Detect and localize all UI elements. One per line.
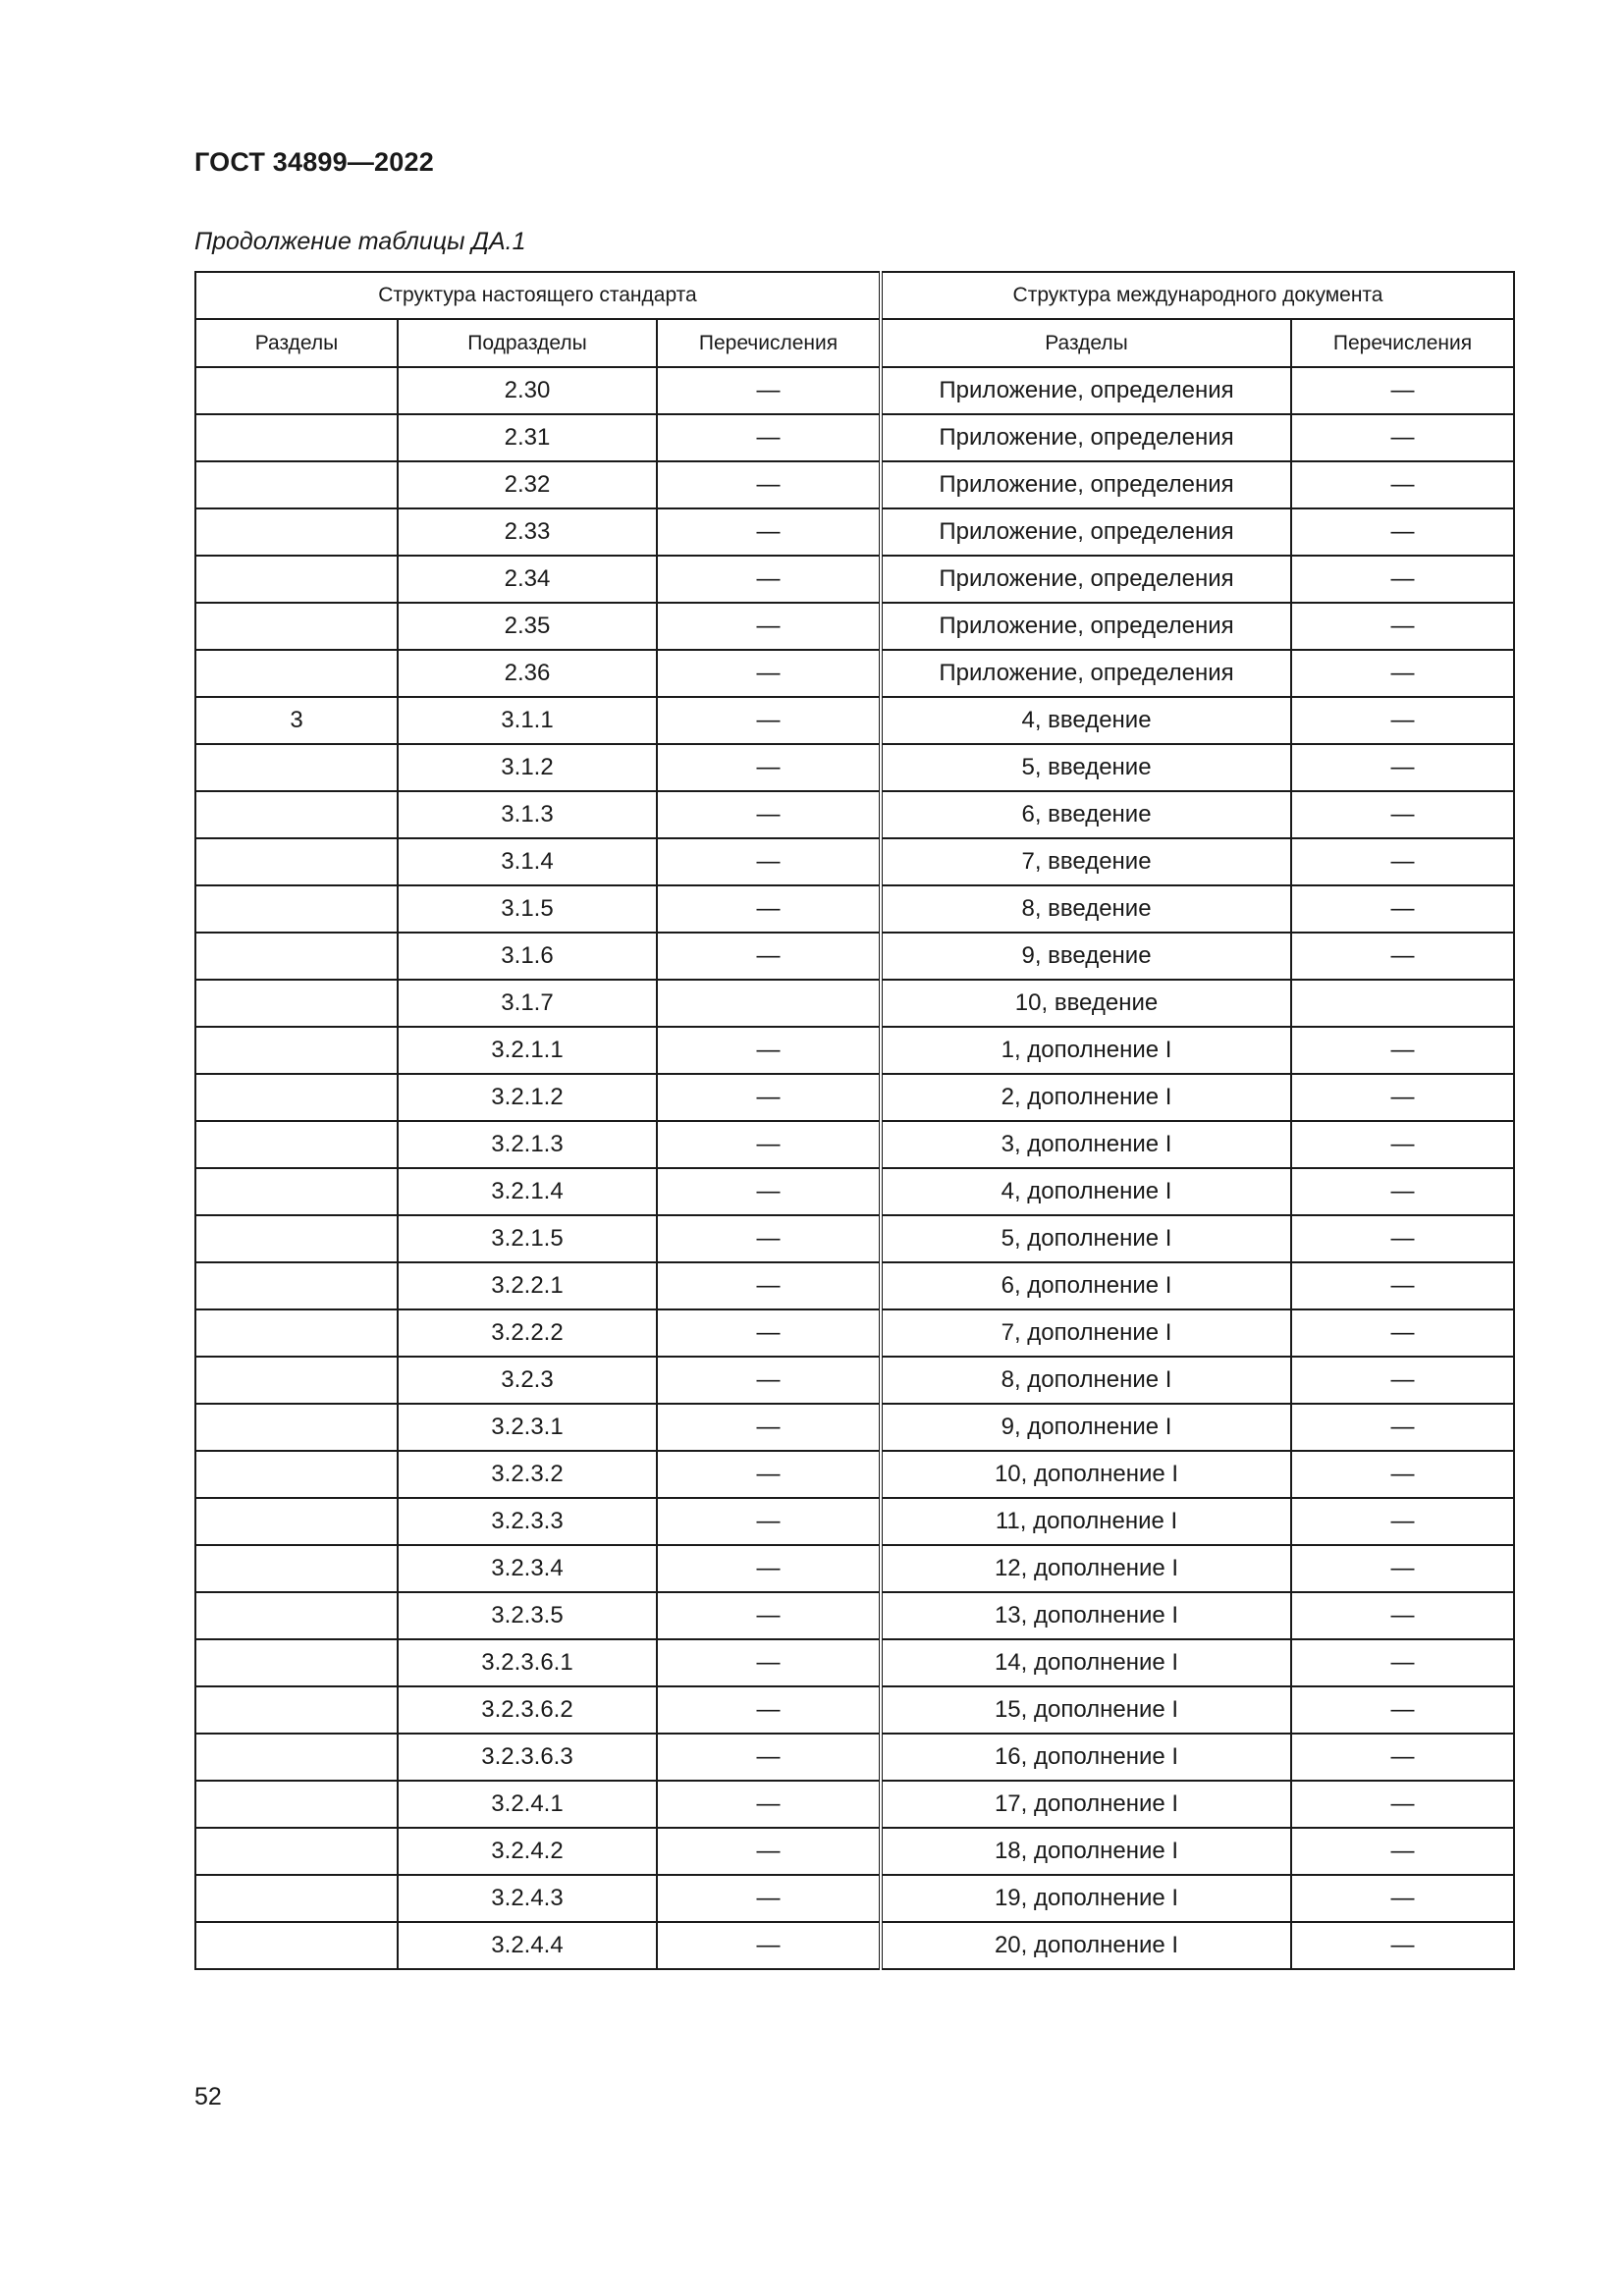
cell-intl-enumeration: — xyxy=(1291,603,1514,650)
cell-intl-section: Приложение, определения xyxy=(881,414,1291,461)
table-row xyxy=(195,603,1514,650)
table-row xyxy=(195,414,1514,461)
table-row xyxy=(195,367,1514,414)
cell-subsection: 3.2.3.5 xyxy=(398,1592,657,1639)
cell-section xyxy=(195,1639,398,1686)
cell-intl-section: Приложение, определения xyxy=(881,508,1291,556)
table-row xyxy=(195,1545,1514,1592)
cell-subsection: 3.2.3.6.3 xyxy=(398,1734,657,1781)
cell-enumeration: — xyxy=(657,744,881,791)
cell-intl-enumeration: — xyxy=(1291,933,1514,980)
cell-intl-section: Приложение, определения xyxy=(881,367,1291,414)
cell-intl-section: 9, введение xyxy=(881,933,1291,980)
cell-enumeration: — xyxy=(657,1309,881,1357)
cell-intl-enumeration: — xyxy=(1291,1262,1514,1309)
cell-intl-enumeration xyxy=(1291,980,1514,1027)
cell-section xyxy=(195,791,398,838)
cell-intl-section: 9, дополнение I xyxy=(881,1404,1291,1451)
table-row xyxy=(195,1357,1514,1404)
cell-section xyxy=(195,461,398,508)
cell-subsection: 3.1.1 xyxy=(398,697,657,744)
group-header-this-standard: Структура настоящего стандарта xyxy=(195,272,881,319)
cell-subsection: 2.36 xyxy=(398,650,657,697)
cell-intl-section: 2, дополнение I xyxy=(881,1074,1291,1121)
table-row xyxy=(195,1686,1514,1734)
cell-subsection: 3.2.3.6.1 xyxy=(398,1639,657,1686)
cell-intl-enumeration: — xyxy=(1291,1357,1514,1404)
cell-enumeration: — xyxy=(657,791,881,838)
cell-intl-enumeration: — xyxy=(1291,885,1514,933)
cell-enumeration: — xyxy=(657,1121,881,1168)
cell-intl-section: 13, дополнение I xyxy=(881,1592,1291,1639)
cell-subsection: 3.2.2.2 xyxy=(398,1309,657,1357)
cell-intl-enumeration: — xyxy=(1291,461,1514,508)
cell-section xyxy=(195,838,398,885)
cell-subsection: 3.2.1.5 xyxy=(398,1215,657,1262)
cell-intl-enumeration: — xyxy=(1291,1545,1514,1592)
cell-intl-section: Приложение, определения xyxy=(881,461,1291,508)
cell-intl-section: 10, дополнение I xyxy=(881,1451,1291,1498)
cell-intl-enumeration: — xyxy=(1291,1828,1514,1875)
cell-subsection: 3.2.1.4 xyxy=(398,1168,657,1215)
cell-intl-section: 16, дополнение I xyxy=(881,1734,1291,1781)
cell-intl-enumeration: — xyxy=(1291,650,1514,697)
cell-enumeration: — xyxy=(657,1828,881,1875)
cell-intl-section: Приложение, определения xyxy=(881,650,1291,697)
cell-section xyxy=(195,1498,398,1545)
cell-section xyxy=(195,603,398,650)
table-row xyxy=(195,1309,1514,1357)
cell-intl-section: 8, дополнение I xyxy=(881,1357,1291,1404)
cell-intl-enumeration: — xyxy=(1291,744,1514,791)
table-row xyxy=(195,1262,1514,1309)
cell-intl-enumeration: — xyxy=(1291,1404,1514,1451)
cell-enumeration: — xyxy=(657,1357,881,1404)
cell-intl-section: 1, дополнение I xyxy=(881,1027,1291,1074)
cell-intl-section: 6, дополнение I xyxy=(881,1262,1291,1309)
cell-subsection: 3.2.4.2 xyxy=(398,1828,657,1875)
table-row xyxy=(195,791,1514,838)
table-row xyxy=(195,697,1514,744)
cell-section xyxy=(195,1686,398,1734)
cell-intl-section: 6, введение xyxy=(881,791,1291,838)
cell-enumeration: — xyxy=(657,885,881,933)
cell-section xyxy=(195,1734,398,1781)
cell-section xyxy=(195,1215,398,1262)
cell-intl-enumeration: — xyxy=(1291,1074,1514,1121)
column-header-sections: Разделы xyxy=(195,319,398,367)
cell-enumeration: — xyxy=(657,1545,881,1592)
table-row xyxy=(195,1922,1514,1969)
cell-enumeration: — xyxy=(657,1592,881,1639)
cell-section xyxy=(195,1027,398,1074)
cell-enumeration: — xyxy=(657,603,881,650)
table-row xyxy=(195,1498,1514,1545)
cell-subsection: 3.1.2 xyxy=(398,744,657,791)
cell-enumeration: — xyxy=(657,1451,881,1498)
cell-enumeration: — xyxy=(657,1215,881,1262)
cell-section xyxy=(195,885,398,933)
cell-intl-section: 4, введение xyxy=(881,697,1291,744)
column-header-enumerations: Перечисления xyxy=(657,319,881,367)
cell-intl-enumeration: — xyxy=(1291,1168,1514,1215)
cell-intl-section: 4, дополнение I xyxy=(881,1168,1291,1215)
cell-subsection: 3.2.3.1 xyxy=(398,1404,657,1451)
cell-intl-section: 10, введение xyxy=(881,980,1291,1027)
cell-subsection: 3.2.1.1 xyxy=(398,1027,657,1074)
table-row xyxy=(195,1734,1514,1781)
cell-subsection: 3.1.7 xyxy=(398,980,657,1027)
cell-intl-enumeration: — xyxy=(1291,1734,1514,1781)
cell-subsection: 3.1.6 xyxy=(398,933,657,980)
table-row xyxy=(195,556,1514,603)
cell-section xyxy=(195,1168,398,1215)
table-row xyxy=(195,980,1514,1027)
cell-section xyxy=(195,508,398,556)
table-row xyxy=(195,508,1514,556)
cell-intl-section: 17, дополнение I xyxy=(881,1781,1291,1828)
page-number: 52 xyxy=(194,2083,222,2110)
cell-subsection: 3.2.3.6.2 xyxy=(398,1686,657,1734)
cell-intl-section: 14, дополнение I xyxy=(881,1639,1291,1686)
cell-enumeration: — xyxy=(657,556,881,603)
cell-enumeration: — xyxy=(657,1922,881,1969)
cell-intl-enumeration: — xyxy=(1291,1498,1514,1545)
table-row xyxy=(195,1781,1514,1828)
cell-section xyxy=(195,1121,398,1168)
column-header-intl-sections: Разделы xyxy=(881,319,1291,367)
cell-enumeration: — xyxy=(657,1074,881,1121)
table-row xyxy=(195,1074,1514,1121)
cell-section xyxy=(195,1451,398,1498)
cell-section xyxy=(195,414,398,461)
cell-section xyxy=(195,650,398,697)
table-row xyxy=(195,933,1514,980)
table-row xyxy=(195,1875,1514,1922)
cell-intl-section: 12, дополнение I xyxy=(881,1545,1291,1592)
cell-subsection: 2.31 xyxy=(398,414,657,461)
cell-intl-section: 7, дополнение I xyxy=(881,1309,1291,1357)
cell-subsection: 3.2.4.4 xyxy=(398,1922,657,1969)
cell-intl-enumeration: — xyxy=(1291,1309,1514,1357)
table-row xyxy=(195,650,1514,697)
cell-intl-enumeration: — xyxy=(1291,1639,1514,1686)
table-row xyxy=(195,1121,1514,1168)
cell-section xyxy=(195,367,398,414)
table-row xyxy=(195,1168,1514,1215)
cell-intl-section: 15, дополнение I xyxy=(881,1686,1291,1734)
cell-section xyxy=(195,1922,398,1969)
cell-section xyxy=(195,556,398,603)
cell-intl-enumeration: — xyxy=(1291,414,1514,461)
cell-enumeration: — xyxy=(657,1262,881,1309)
cell-section xyxy=(195,933,398,980)
cell-subsection: 2.35 xyxy=(398,603,657,650)
document-code: ГОСТ 34899—2022 xyxy=(194,147,434,177)
cell-intl-section: 5, введение xyxy=(881,744,1291,791)
cell-intl-enumeration: — xyxy=(1291,1781,1514,1828)
cell-subsection: 3.2.3 xyxy=(398,1357,657,1404)
cell-enumeration: — xyxy=(657,1875,881,1922)
cell-enumeration: — xyxy=(657,1686,881,1734)
cell-intl-enumeration: — xyxy=(1291,1451,1514,1498)
cell-intl-enumeration: — xyxy=(1291,1686,1514,1734)
cell-section xyxy=(195,1781,398,1828)
cell-intl-enumeration: — xyxy=(1291,697,1514,744)
cell-section xyxy=(195,1875,398,1922)
group-header-row xyxy=(195,272,1514,319)
cell-subsection: 3.2.4.1 xyxy=(398,1781,657,1828)
cell-subsection: 2.34 xyxy=(398,556,657,603)
cell-intl-enumeration: — xyxy=(1291,1875,1514,1922)
cell-subsection: 3.2.1.2 xyxy=(398,1074,657,1121)
cell-section xyxy=(195,1357,398,1404)
cell-enumeration: — xyxy=(657,1027,881,1074)
cell-subsection: 3.2.1.3 xyxy=(398,1121,657,1168)
cell-enumeration: — xyxy=(657,838,881,885)
cell-enumeration: — xyxy=(657,650,881,697)
table-row xyxy=(195,1451,1514,1498)
cell-intl-section: 3, дополнение I xyxy=(881,1121,1291,1168)
cell-intl-enumeration: — xyxy=(1291,556,1514,603)
cell-enumeration: — xyxy=(657,933,881,980)
cell-subsection: 3.2.2.1 xyxy=(398,1262,657,1309)
cell-subsection: 3.2.4.3 xyxy=(398,1875,657,1922)
column-header-row xyxy=(195,319,1514,367)
cell-subsection: 3.2.3.4 xyxy=(398,1545,657,1592)
cell-subsection: 3.1.4 xyxy=(398,838,657,885)
cell-enumeration: — xyxy=(657,1168,881,1215)
cell-intl-enumeration: — xyxy=(1291,1922,1514,1969)
group-header-international-document: Структура международного документа xyxy=(881,272,1514,319)
cell-subsection: 2.33 xyxy=(398,508,657,556)
cell-enumeration: — xyxy=(657,697,881,744)
table-body xyxy=(195,367,1514,1969)
table-row xyxy=(195,744,1514,791)
cell-intl-section: 5, дополнение I xyxy=(881,1215,1291,1262)
cell-section xyxy=(195,1828,398,1875)
cell-subsection: 3.2.3.3 xyxy=(398,1498,657,1545)
cell-section xyxy=(195,1262,398,1309)
column-header-subsections: Подразделы xyxy=(398,319,657,367)
table-row xyxy=(195,1215,1514,1262)
cell-enumeration: — xyxy=(657,1639,881,1686)
cell-enumeration: — xyxy=(657,1734,881,1781)
cell-intl-section: Приложение, определения xyxy=(881,556,1291,603)
cell-section: 3 xyxy=(195,697,398,744)
cell-enumeration: — xyxy=(657,508,881,556)
cell-intl-enumeration: — xyxy=(1291,838,1514,885)
cell-enumeration: — xyxy=(657,461,881,508)
cell-section xyxy=(195,1074,398,1121)
cell-subsection: 3.1.5 xyxy=(398,885,657,933)
cell-section xyxy=(195,1592,398,1639)
cell-intl-enumeration: — xyxy=(1291,791,1514,838)
cell-intl-section: 20, дополнение I xyxy=(881,1922,1291,1969)
table-row xyxy=(195,1404,1514,1451)
cell-intl-section: 11, дополнение I xyxy=(881,1498,1291,1545)
column-header-intl-enumerations: Перечисления xyxy=(1291,319,1514,367)
table-row xyxy=(195,1828,1514,1875)
table-row xyxy=(195,1639,1514,1686)
cell-section xyxy=(195,1545,398,1592)
cell-section xyxy=(195,980,398,1027)
cell-intl-enumeration: — xyxy=(1291,1121,1514,1168)
cell-intl-section: 7, введение xyxy=(881,838,1291,885)
cell-intl-section: 18, дополнение I xyxy=(881,1828,1291,1875)
table-row xyxy=(195,1027,1514,1074)
cell-enumeration: — xyxy=(657,414,881,461)
cell-section xyxy=(195,1309,398,1357)
cell-intl-enumeration: — xyxy=(1291,1592,1514,1639)
cell-section xyxy=(195,1404,398,1451)
cell-intl-section: 19, дополнение I xyxy=(881,1875,1291,1922)
cell-intl-enumeration: — xyxy=(1291,508,1514,556)
cell-intl-enumeration: — xyxy=(1291,367,1514,414)
table-row xyxy=(195,1592,1514,1639)
cell-subsection: 2.32 xyxy=(398,461,657,508)
cell-enumeration: — xyxy=(657,1781,881,1828)
table-row xyxy=(195,885,1514,933)
cell-enumeration: — xyxy=(657,367,881,414)
cell-intl-section: Приложение, определения xyxy=(881,603,1291,650)
cell-subsection: 2.30 xyxy=(398,367,657,414)
cell-section xyxy=(195,744,398,791)
correspondence-table xyxy=(194,271,1515,1970)
cell-enumeration xyxy=(657,980,881,1027)
cell-subsection: 3.1.3 xyxy=(398,791,657,838)
cell-intl-section: 8, введение xyxy=(881,885,1291,933)
cell-subsection: 3.2.3.2 xyxy=(398,1451,657,1498)
table-caption: Продолжение таблицы ДА.1 xyxy=(194,228,526,255)
cell-enumeration: — xyxy=(657,1498,881,1545)
cell-intl-enumeration: — xyxy=(1291,1027,1514,1074)
cell-intl-enumeration: — xyxy=(1291,1215,1514,1262)
cell-enumeration: — xyxy=(657,1404,881,1451)
table-row xyxy=(195,461,1514,508)
table-row xyxy=(195,838,1514,885)
